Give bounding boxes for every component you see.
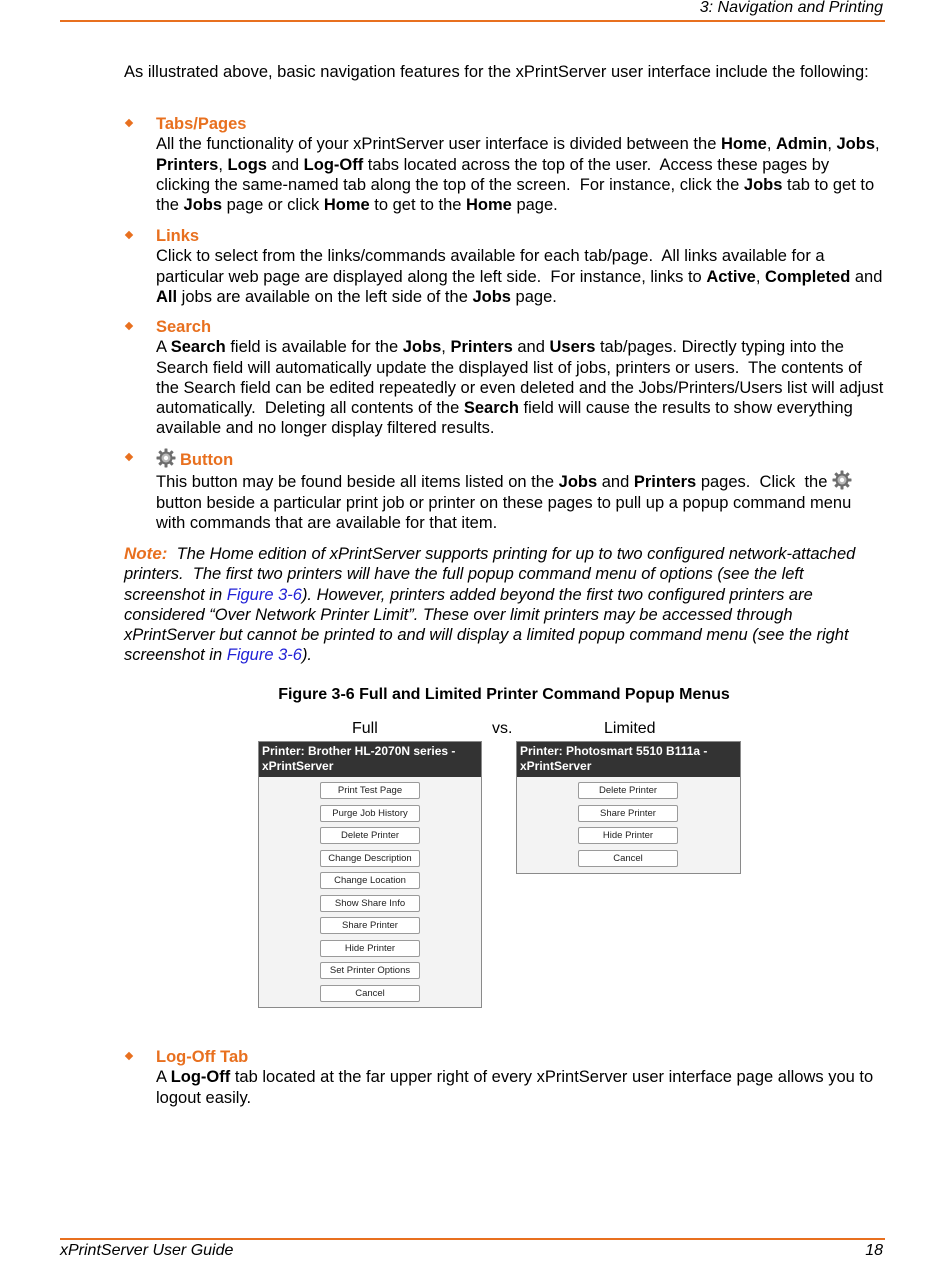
note-paragraph: Note: The Home edition of xPrintServer supports printing for up to two configured network-attached printers. The first two printers will have the full popup command menu of options (see the left screenshot in Figure 3-6). However, printers added beyond the first two configured printers are considered “Over Network Printer Limit”. These over limit printers may be accessed through xPrintServer but cannot be printed to and will display a limited popup command menu (see the right screenshot in Figure 3-6). — [124, 544, 856, 665]
bullet-diamond-icon — [125, 231, 133, 239]
share-printer-button[interactable]: Share Printer — [578, 805, 678, 822]
full-popup-menu — [258, 741, 482, 1008]
bullet-diamond-icon — [125, 1052, 133, 1060]
note-label: Note: — [124, 544, 168, 563]
set-printer-options-button[interactable]: Set Printer Options — [320, 962, 420, 979]
figure-link[interactable]: Figure 3-6 — [226, 646, 302, 665]
bullet-title: Log-Off Tab — [156, 1048, 249, 1066]
bullet-diamond-icon — [125, 119, 133, 127]
bullet-body: All the functionality of your xPrintServer user interface is divided between the Home, Admin, Jobs, Printers, Logs and Log-Off tabs located across the top of the user. Access these pages by clicking the same-named tab along the top of the screen. For instance, click the Jobs tab to get to the Jobs page or click Home to get to the Home page. — [156, 135, 880, 215]
bullet-title-text: Button — [180, 451, 234, 469]
figure-label-vs: vs. — [492, 720, 513, 737]
delete-printer-button[interactable]: Delete Printer — [320, 827, 420, 844]
footer-title: xPrintServer User Guide — [60, 1242, 234, 1259]
gear-icon — [832, 470, 852, 490]
change-location-button[interactable]: Change Location — [320, 872, 420, 889]
change-description-button[interactable]: Change Description — [320, 850, 420, 867]
limited-popup-menu — [516, 741, 741, 874]
show-share-info-button[interactable]: Show Share Info — [320, 895, 420, 912]
bullet-body: This button may be found beside all items listed on the Jobs and Printers pages. Click the button beside a particular print job or printer on these pages to pull up a popup command menu with commands that are available for that item. — [156, 470, 884, 533]
hide-printer-button[interactable]: Hide Printer — [320, 940, 420, 957]
share-printer-button[interactable]: Share Printer — [320, 917, 420, 934]
bullet-body: A Log-Off tab located at the far upper right of every xPrintServer user interface page allows you to logout easily. — [156, 1068, 874, 1107]
intro-paragraph: As illustrated above, basic navigation features for the xPrintServer user interface include the following: — [124, 63, 869, 81]
figure-label-limited: Limited — [604, 720, 656, 737]
figure-label-full: Full — [352, 720, 378, 737]
header-rule — [60, 20, 885, 22]
bullet-diamond-icon — [125, 322, 133, 330]
bullet-tabs-pages — [124, 114, 884, 215]
figure-caption: Figure 3-6 Full and Limited Printer Command Popup Menus — [278, 686, 730, 703]
bullet-search — [124, 317, 884, 439]
cancel-button[interactable]: Cancel — [578, 850, 678, 867]
page-number: 18 — [865, 1242, 883, 1259]
bullet-body: Click to select from the links/commands available for each tab/page. All links available for a particular web page are displayed along the left side. For instance, links to Active, Completed and All jobs are available on the left side of the Jobs page. — [156, 247, 883, 306]
print-test-page-button[interactable]: Print Test Page — [320, 782, 420, 799]
figure-link[interactable]: Figure 3-6 — [226, 585, 302, 604]
popup-title: Printer: Brother HL-2070N series - xPrintServer — [259, 742, 481, 777]
purge-job-history-button[interactable]: Purge Job History — [320, 805, 420, 822]
gear-icon — [156, 448, 176, 468]
cancel-button[interactable]: Cancel — [320, 985, 420, 1002]
bullet-title: Links — [156, 227, 200, 245]
bullet-body: A Search field is available for the Jobs, Printers and Users tab/pages. Directly typing into the Search field will automatically update the displayed list of jobs, printers or users. The contents of the Search field can be edited repeatedly or even deleted and the Jobs/Printers/Users list will adjust automatically. Deleting all contents of the Search field will cause the results to show everything available and no longer display filtered results. — [156, 338, 884, 438]
bullet-title — [156, 448, 884, 470]
popup-title: Printer: Photosmart 5510 B111a - xPrintServer — [517, 742, 740, 777]
bullet-links — [124, 226, 884, 307]
bullet-log-off-tab — [124, 1047, 884, 1108]
hide-printer-button[interactable]: Hide Printer — [578, 827, 678, 844]
bullet-diamond-icon — [125, 453, 133, 461]
bullet-gear-button — [124, 448, 884, 533]
bullet-title: Tabs/Pages — [156, 115, 247, 133]
delete-printer-button[interactable]: Delete Printer — [578, 782, 678, 799]
footer-rule — [60, 1238, 885, 1240]
running-header: 3: Navigation and Printing — [699, 0, 883, 16]
bullet-title: Search — [156, 318, 212, 336]
